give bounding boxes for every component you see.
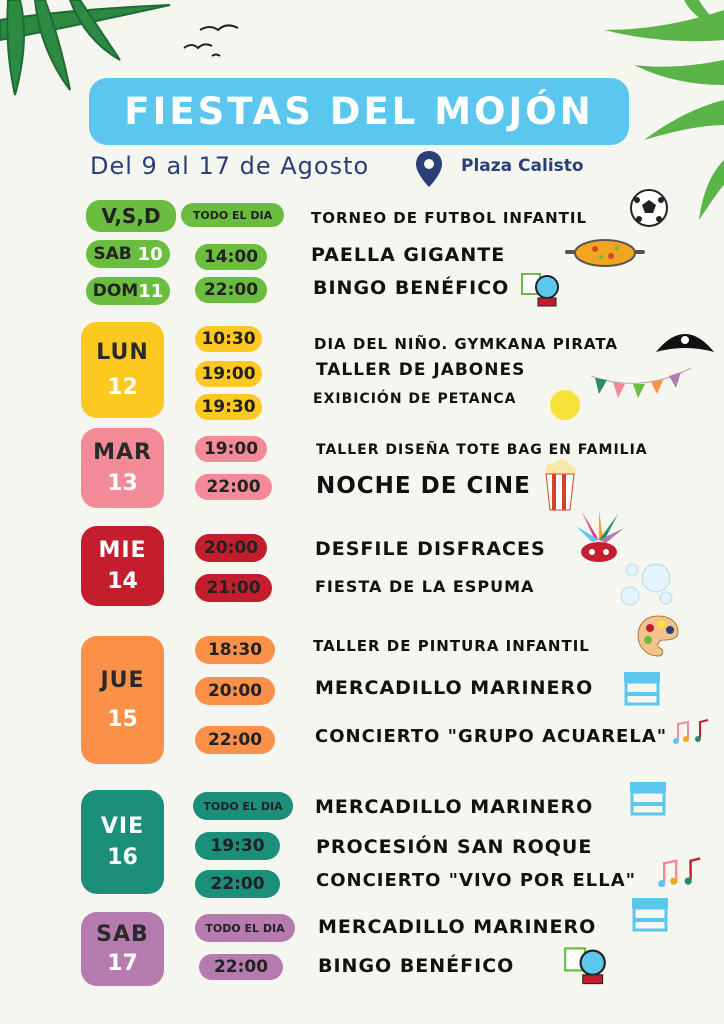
- event-label: EXIBICIÓN DE PETANCA: [313, 391, 517, 407]
- time-pill: 22:00: [195, 474, 272, 500]
- paella-icon: [565, 236, 645, 272]
- event-label: TORNEO DE FUTBOL INFANTIL: [311, 209, 588, 227]
- day-label: SAB: [93, 244, 132, 264]
- time-pill: 22:00: [199, 954, 283, 980]
- day-block-lun: [81, 322, 164, 418]
- day-label: DOM: [92, 281, 139, 301]
- time-pill: 10:30: [195, 326, 262, 352]
- event-label: MERCADILLO MARINERO: [315, 677, 594, 699]
- event-label: BINGO BENÉFICO: [313, 277, 510, 299]
- day-label: MIE: [98, 538, 147, 563]
- bingo-icon: [562, 944, 608, 988]
- time-pill: TODO EL DIA: [193, 792, 293, 820]
- day-number: 15: [107, 707, 138, 732]
- day-block-mar: [81, 428, 164, 508]
- time-pill: 19:00: [195, 361, 262, 387]
- music-notes-icon: [656, 856, 706, 892]
- time-pill: 19:30: [195, 832, 280, 860]
- popcorn-icon: [542, 458, 578, 512]
- time-pill: 22:00: [195, 277, 267, 303]
- day-label: MAR: [93, 440, 152, 465]
- pirate-hat-icon: [654, 324, 716, 358]
- day-pill-sab-10: [86, 240, 170, 268]
- event-label: DESFILE DISFRACES: [315, 538, 546, 560]
- petanque-ball-icon: [548, 388, 582, 422]
- time-pill: 20:00: [195, 677, 275, 705]
- event-label: MERCADILLO MARINERO: [318, 916, 597, 938]
- time-pill: 14:00: [195, 244, 267, 270]
- day-label: JUE: [100, 668, 145, 693]
- event-label: TALLER DISEÑA TOTE BAG EN FAMILIA: [316, 442, 648, 458]
- event-location: Plaza Calisto: [461, 156, 584, 176]
- bunting-icon: [591, 364, 691, 404]
- day-pill-dom-11: [86, 277, 170, 305]
- time-pill: 18:30: [195, 636, 275, 664]
- day-label: SAB: [96, 922, 149, 947]
- day-number: 16: [107, 845, 138, 870]
- music-notes-icon: [672, 718, 712, 748]
- event-label: PROCESIÓN SAN ROQUE: [316, 836, 593, 858]
- market-stall-icon: [622, 670, 662, 706]
- day-number: 11: [138, 280, 164, 302]
- birds-icon: [182, 20, 242, 60]
- day-block-mie: [81, 526, 164, 606]
- time-pill: 21:00: [195, 574, 272, 602]
- time-pill: 22:00: [195, 726, 275, 754]
- time-pill: TODO EL DIA: [181, 203, 284, 227]
- bingo-icon: [520, 270, 560, 310]
- day-label: LUN: [96, 340, 149, 365]
- time-pill: 19:00: [195, 436, 267, 462]
- event-label: CONCIERTO "VIVO POR ELLA": [316, 870, 637, 891]
- paint-palette-icon: [636, 614, 680, 658]
- page-title: FIESTAS DEL MOJÓN: [89, 78, 629, 145]
- market-stall-icon: [628, 780, 668, 816]
- day-block-sab: [81, 912, 164, 986]
- event-label: PAELLA GIGANTE: [311, 244, 506, 266]
- time-pill: 20:00: [195, 534, 267, 562]
- day-number: 13: [107, 471, 138, 496]
- day-number: 17: [107, 951, 138, 976]
- event-label: MERCADILLO MARINERO: [315, 796, 594, 818]
- event-label: BINGO BENÉFICO: [318, 955, 515, 977]
- event-label: CONCIERTO "GRUPO ACUARELA": [315, 726, 668, 747]
- event-label: FIESTA DE LA ESPUMA: [315, 577, 535, 596]
- event-label: NOCHE DE CINE: [316, 473, 531, 499]
- day-pill-vsd: V,S,D: [86, 200, 176, 232]
- day-number: 10: [137, 243, 163, 265]
- event-label: DIA DEL NIÑO. GYMKANA PIRATA: [314, 335, 619, 353]
- bubbles-icon: [618, 560, 678, 608]
- day-number: 12: [107, 375, 138, 400]
- event-label: TALLER DE JABONES: [316, 360, 526, 380]
- event-dates: Del 9 al 17 de Agosto: [90, 152, 370, 180]
- day-block-vie: [81, 790, 164, 894]
- location-pin-icon: [415, 150, 443, 188]
- soccer-ball-icon: [629, 188, 669, 228]
- market-stall-icon: [630, 896, 670, 932]
- day-number: 14: [107, 569, 138, 594]
- event-label: TALLER DE PINTURA INFANTIL: [313, 637, 590, 655]
- time-pill: TODO EL DIA: [195, 914, 295, 942]
- time-pill: 19:30: [195, 394, 262, 420]
- day-label: VIE: [100, 814, 145, 839]
- day-block-jue: [81, 636, 164, 764]
- time-pill: 22:00: [195, 870, 280, 898]
